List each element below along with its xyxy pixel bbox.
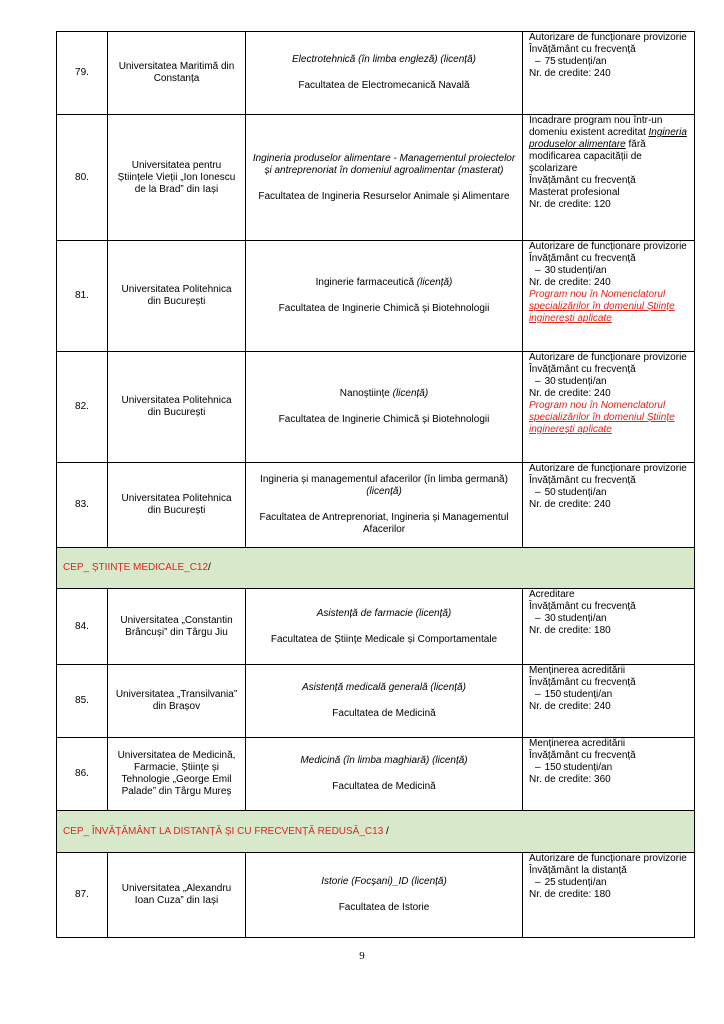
- credits: Nr. de credite: 240: [529, 68, 611, 79]
- capacity-line: [529, 613, 691, 625]
- faculty-name: Facultatea de Antreprenoriat, Ingineria și Managementul Afacerilor: [259, 512, 509, 535]
- capacity-line: [529, 487, 691, 499]
- table-row: [57, 463, 695, 548]
- student-count: 150: [544, 689, 562, 700]
- dash: –: [535, 487, 541, 498]
- note-text: Program nou în Nomenclatorul: [529, 400, 666, 411]
- program-detail: - Managementul proiectelor și antreprenoriat în domeniul agroalimentar (masterat): [264, 152, 516, 176]
- table-row: [57, 115, 695, 241]
- status-title: Autorizare de funcționare provizorie: [529, 463, 687, 474]
- program-level: (licență): [392, 388, 429, 399]
- university-name: Universitatea Maritimă din Constanța: [108, 32, 246, 115]
- row-number: 85.: [57, 665, 108, 738]
- credits: Nr. de credite: 240: [529, 499, 611, 510]
- program-title: Nanoștiințe: [339, 388, 390, 399]
- capacity-line: [529, 376, 691, 388]
- status-title: Autorizare de funcționare provizorie: [529, 853, 687, 864]
- student-count: 30: [544, 376, 556, 387]
- program-name: Asistență de farmacie (licență): [316, 607, 452, 619]
- program-name: Istorie (Focșani)_ID (licență): [321, 876, 447, 887]
- program-cell: [246, 32, 523, 115]
- capacity-line: [529, 689, 691, 701]
- status-cell: [523, 738, 695, 811]
- university-name: Universitatea „Alexandru Ioan Cuza” din Iași: [108, 853, 246, 938]
- study-form: Învățământ cu frecvență: [529, 475, 636, 486]
- status-title: [529, 115, 691, 175]
- row-number: 84.: [57, 589, 108, 665]
- university-name: Universitatea „Constantin Brâncuși” din Târgu Jiu: [108, 589, 246, 665]
- study-form: Învățământ cu frecvență: [529, 750, 636, 761]
- faculty-name: Facultatea de Medicină: [332, 781, 436, 792]
- section-title: CEP_ ȘTIINȚE MEDICALE_C12: [63, 562, 209, 573]
- study-form: Învățământ cu frecvență: [529, 175, 636, 186]
- program-cell: [246, 665, 523, 738]
- study-form: Învățământ cu frecvență: [529, 601, 636, 612]
- capacity-line: [529, 56, 691, 68]
- status-domain: Ingineria produselor alimentare: [529, 127, 687, 150]
- student-count: 50: [544, 487, 556, 498]
- student-count: 150: [544, 762, 562, 773]
- status-title: Autorizare de funcționare provizorie: [529, 352, 687, 363]
- university-name: Universitatea pentru Științele Vieții „Ion Ionescu de la Brad” din Iași: [108, 115, 246, 241]
- faculty-name: Facultatea de Inginerie Chimică și Biotehnologii: [278, 303, 490, 314]
- row-number: 83.: [57, 463, 108, 548]
- student-count: 30: [544, 265, 556, 276]
- status-cell: [523, 853, 695, 938]
- status-cell: [523, 115, 695, 241]
- dash: –: [535, 56, 541, 67]
- section-header: [57, 548, 695, 589]
- program-level: (licență): [416, 277, 453, 288]
- note-text-underlined: specializărilor în domeniul Științe inginerești aplicate: [529, 301, 675, 324]
- faculty-name: Facultatea de Ingineria Resurselor Animale și Alimentare: [258, 190, 510, 202]
- faculty-name: Facultatea de Istorie: [338, 902, 430, 913]
- faculty-name: Facultatea de Științe Medicale și Comportamentale: [270, 633, 498, 645]
- program-domain: Ingineria produselor alimentare: [252, 152, 391, 164]
- university-name: Universitatea de Medicină, Farmacie, Științe și Tehnologie „George Emil Palade” din Târgu Mureș: [108, 738, 246, 811]
- student-unit: studenți/an: [557, 376, 607, 387]
- credits: Nr. de credite: 240: [529, 701, 611, 712]
- student-count: 25: [544, 877, 556, 888]
- dash: –: [535, 877, 541, 888]
- status-title-part: fără modificarea capacității de școlarizare: [529, 139, 646, 174]
- program-type: Masterat profesional: [529, 187, 620, 198]
- faculty-name: Facultatea de Electromecanică Navală: [298, 80, 470, 91]
- section-header-cell: [57, 811, 695, 853]
- program-name: [252, 474, 516, 498]
- status-title: Menținerea acreditării: [529, 665, 626, 676]
- table-row: [57, 738, 695, 811]
- dash: –: [535, 613, 541, 624]
- study-form: Învățământ cu frecvență: [529, 253, 636, 264]
- student-unit: studenți/an: [563, 689, 613, 700]
- program-title: Ingineria și managementul afacerilor (în limba germană): [260, 474, 508, 485]
- table-row: [57, 853, 695, 938]
- dash: –: [535, 762, 541, 773]
- status-cell: [523, 32, 695, 115]
- capacity-line: [529, 265, 691, 277]
- program-level: (licență): [366, 486, 402, 497]
- student-unit: studenți/an: [557, 56, 607, 67]
- row-number: 81.: [57, 241, 108, 352]
- table-row: [57, 665, 695, 738]
- status-cell: [523, 463, 695, 548]
- note-text-underlined: specializărilor în domeniul Științe inginerești aplicate: [529, 412, 675, 435]
- section-suffix: /: [208, 562, 211, 573]
- program-name: Medicină (în limba maghiară) (licență): [300, 755, 468, 766]
- program-cell: [246, 463, 523, 548]
- capacity-line: [529, 762, 691, 774]
- row-number: 86.: [57, 738, 108, 811]
- program-cell: [246, 241, 523, 352]
- university-name: Universitatea „Transilvania” din Brașov: [108, 665, 246, 738]
- section-header-cell: [57, 548, 695, 589]
- credits: Nr. de credite: 180: [529, 625, 611, 636]
- university-name: Universitatea Politehnica din București: [108, 463, 246, 548]
- credits: Nr. de credite: 240: [529, 388, 611, 399]
- faculty-name: Facultatea de Medicină: [332, 708, 436, 719]
- status-cell: [523, 241, 695, 352]
- program-cell: [246, 352, 523, 463]
- dash: –: [535, 265, 541, 276]
- capacity-line: [529, 877, 691, 889]
- row-number: 80.: [57, 115, 108, 241]
- university-name: Universitatea Politehnica din București: [108, 352, 246, 463]
- student-unit: studenți/an: [557, 877, 607, 888]
- section-header: [57, 811, 695, 853]
- student-count: 30: [544, 613, 556, 624]
- program-name: [252, 388, 516, 400]
- credits: Nr. de credite: 180: [529, 889, 611, 900]
- study-form: Învățământ cu frecvență: [529, 677, 636, 688]
- program-note: [529, 289, 691, 325]
- student-unit: studenți/an: [557, 487, 607, 498]
- section-suffix: /: [383, 825, 389, 837]
- program-cell: [246, 115, 523, 241]
- credits: Nr. de credite: 120: [529, 199, 611, 210]
- dash: –: [535, 376, 541, 387]
- program-name: Electrotehnică (în limba engleză) (licență): [292, 54, 476, 65]
- program-name: Asistență medicală generală (licență): [302, 682, 466, 693]
- status-title: Autorizare de funcționare provizorie: [529, 241, 687, 252]
- program-cell: [246, 853, 523, 938]
- table-row: [57, 241, 695, 352]
- status-title: Acreditare: [529, 589, 575, 600]
- dash: –: [535, 689, 541, 700]
- status-title-part: Încadrare program nou într-un domeniu existent acreditat: [529, 115, 663, 138]
- university-name: Universitatea Politehnica din București: [108, 241, 246, 352]
- table-row: [57, 32, 695, 115]
- table-row: [57, 589, 695, 665]
- row-number: 79.: [57, 32, 108, 115]
- row-number: 82.: [57, 352, 108, 463]
- program-note: [529, 400, 691, 436]
- program-name: [252, 153, 516, 177]
- page-number: 9: [359, 950, 365, 962]
- status-title: Autorizare de funcționare provizorie: [529, 32, 687, 43]
- program-title: Inginerie farmaceutică: [315, 277, 415, 288]
- status-cell: [523, 665, 695, 738]
- student-unit: studenți/an: [557, 613, 607, 624]
- programs-table: [56, 31, 695, 938]
- study-form: Învățământ la distanță: [529, 865, 627, 876]
- row-number: 87.: [57, 853, 108, 938]
- status-cell: [523, 589, 695, 665]
- section-title: CEP_ ÎNVĂȚĂMÂNT LA DISTANȚĂ ȘI CU FRECVENȚĂ REDUSĂ_C13: [63, 825, 384, 837]
- program-cell: [246, 589, 523, 665]
- table-row: [57, 352, 695, 463]
- credits: Nr. de credite: 240: [529, 277, 611, 288]
- student-unit: studenți/an: [563, 762, 613, 773]
- study-form: Învățământ cu frecvență: [529, 364, 636, 375]
- program-cell: [246, 738, 523, 811]
- status-title: Menținerea acreditării: [529, 738, 626, 749]
- study-form: Învățământ cu frecvență: [529, 44, 636, 55]
- note-text: Program nou în Nomenclatorul: [529, 289, 666, 300]
- status-cell: [523, 352, 695, 463]
- student-count: 75: [544, 56, 556, 67]
- faculty-name: Facultatea de Inginerie Chimică și Biotehnologii: [278, 414, 490, 425]
- credits: Nr. de credite: 360: [529, 774, 611, 785]
- student-unit: studenți/an: [557, 265, 607, 276]
- program-name: [252, 277, 516, 289]
